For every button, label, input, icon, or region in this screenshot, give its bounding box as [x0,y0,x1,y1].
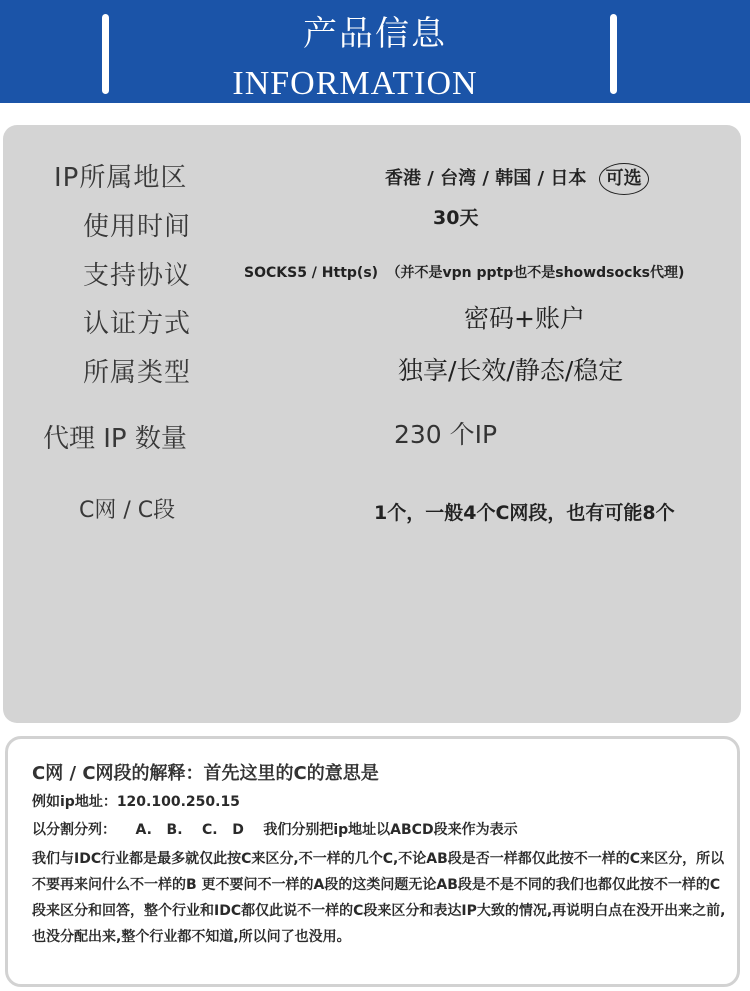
explanation-title: C网 / C网段的解释：首先这里的C的意思是 [32,763,379,784]
header-banner [0,0,750,103]
explanation-paragraph: 我们与IDC行业都是最多就仅此按C来区分,不一样的几个C,不论AB段是否一样都仅此按不一样的C来区分，所以不要再来问什么不一样的B 更不要问不一样的A段的这类问题无论AB段是不是不同的我们也都仅此按不一样的C段来区分和回答，整个行业和IDC都仅此说不一样的C段来区分和表达IP大致的情况,再说明白点在没开出来之前,也没分配出来,整个行业都不知道,所以问了也没用。 [32,851,726,945]
protocol-value [244,261,684,285]
protocol-note: （并不是vpn pptp也不是showdsocks代理) [386,265,685,281]
explanation-split: 以分割分列： A. B. C. D 我们分别把ip地址以ABCD段来作为表示 [32,822,518,838]
segment-value: 1个，一般4个C网段，也有可能8个 [374,502,675,524]
info-panel [3,125,741,723]
page-subtitle: INFORMATION [232,65,478,102]
count-value: 230 个IP [394,420,498,449]
auth-value: 密码+账户 [464,304,585,333]
protocol-value-text: SOCKS5 / Http(s) [244,265,379,281]
explanation-box [5,736,740,987]
segment-label: C网 / C段 [79,498,176,523]
type-value: 独享/长效/静态/稳定 [398,356,624,385]
region-value [385,163,649,195]
duration-value: 30天 [433,207,479,229]
region-value-text: 香港 / 台湾 / 韩国 / 日本 [385,168,587,189]
type-label: 所属类型 [83,358,192,388]
protocol-label: 支持协议 [83,261,192,291]
duration-label: 使用时间 [83,212,192,242]
page-title: 产品信息 [303,14,447,54]
explanation-example: 例如ip地址：120.100.250.15 [32,794,240,810]
optional-badge: 可选 [599,163,649,195]
region-label: IP所属地区 [54,163,188,193]
auth-label: 认证方式 [83,309,192,339]
count-label: 代理 IP 数量 [43,424,187,454]
